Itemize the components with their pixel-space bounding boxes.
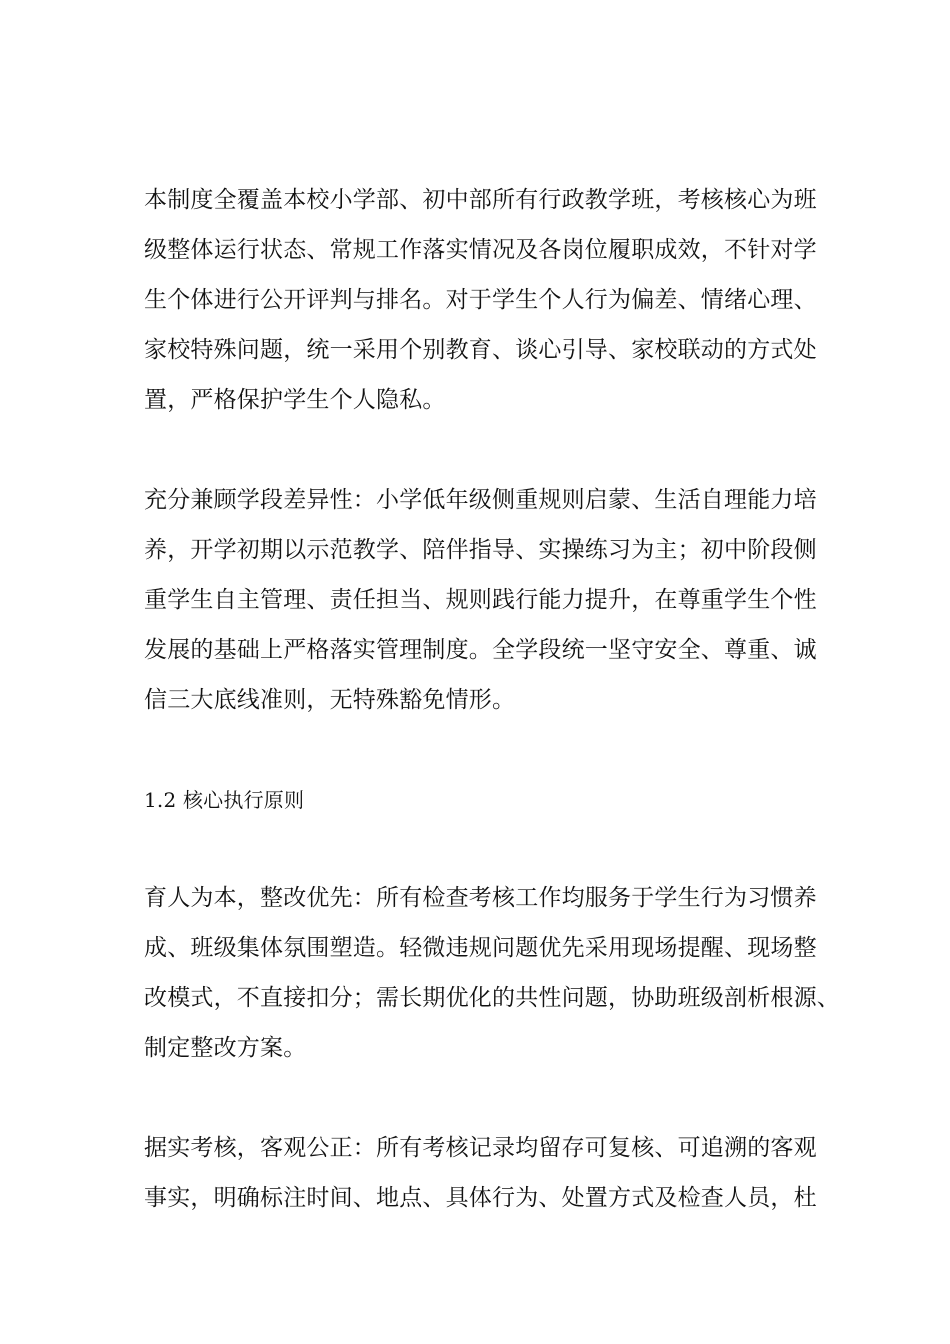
paragraph-line: 置，严格保护学生个人隐私。 [144, 387, 446, 413]
paragraph-line: 制定整改方案。 [144, 1035, 307, 1061]
paragraph-line: 重学生自主管理、责任担当、规则践行能力提升，在尊重学生个性 [144, 587, 817, 613]
section-heading: 1.2 核心执行原则 [144, 788, 305, 812]
paragraph-line: 改模式，不直接扣分；需长期优化的共性问题，协助班级剖析根源、 [144, 985, 840, 1011]
paragraph-line: 生个体进行公开评判与排名。对于学生个人行为偏差、情绪心理、 [144, 287, 817, 313]
paragraph-line: 养，开学初期以示范教学、陪伴指导、实操练习为主；初中阶段侧 [144, 537, 817, 563]
paragraph-line: 信三大底线准则，无特殊豁免情形。 [144, 687, 516, 713]
paragraph-line: 发展的基础上严格落实管理制度。全学段统一坚守安全、尊重、诚 [144, 637, 817, 663]
paragraph-line: 家校特殊问题，统一采用个别教育、谈心引导、家校联动的方式处 [144, 337, 817, 363]
paragraph-line: 育人为本，整改优先：所有检查考核工作均服务于学生行为习惯养 [144, 885, 817, 911]
paragraph-line: 充分兼顾学段差异性：小学低年级侧重规则启蒙、生活自理能力培 [144, 487, 817, 513]
paragraph-line: 成、班级集体氛围塑造。轻微违规问题优先采用现场提醒、现场整 [144, 935, 817, 961]
paragraph-line: 据实考核，客观公正：所有考核记录均留存可复核、可追溯的客观 [144, 1135, 817, 1161]
paragraph-line: 本制度全覆盖本校小学部、初中部所有行政教学班，考核核心为班 [144, 187, 817, 213]
paragraph-line: 级整体运行状态、常规工作落实情况及各岗位履职成效，不针对学 [144, 237, 817, 263]
paragraph-line: 事实，明确标注时间、地点、具体行为、处置方式及检查人员，杜 [144, 1185, 817, 1211]
